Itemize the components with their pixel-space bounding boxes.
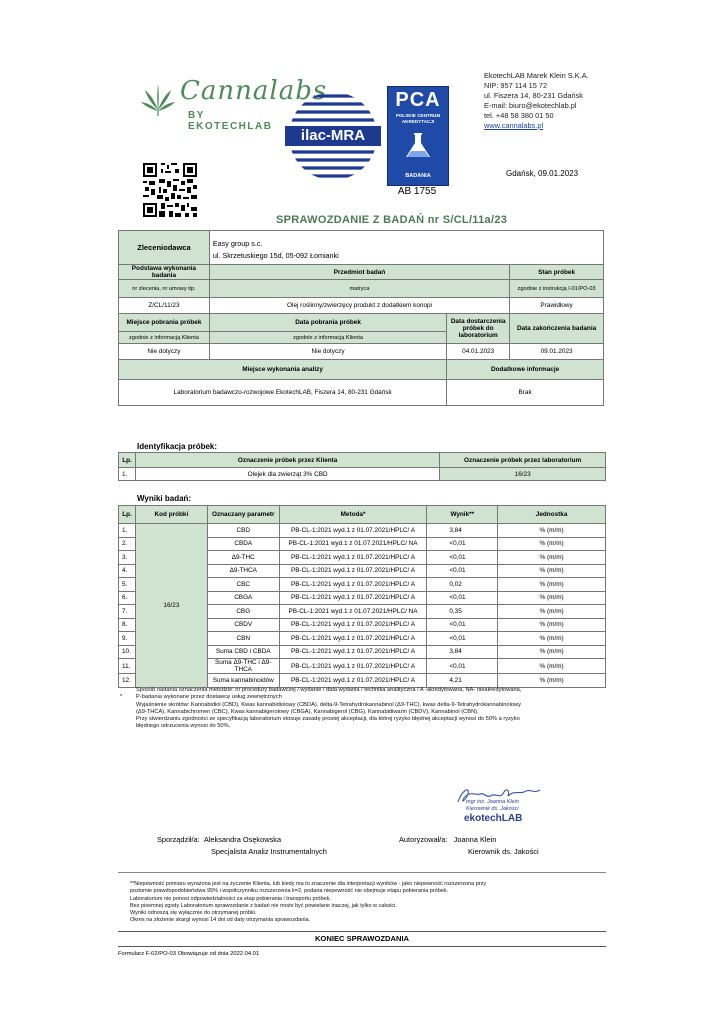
footer-note-line: Laboratorium nie ponosi odpowiedzialności za etap pobierania i transportu próbek.	[130, 895, 331, 902]
ilac-mra-seal	[285, 88, 381, 184]
result-method: PB-CL-1:2021 wyd.1 z 01.07.2021/HPLC/ A	[279, 591, 427, 605]
results-col-code: Kod próbki	[135, 506, 207, 524]
result-param: Δ9-THC	[207, 551, 279, 565]
result-method: PB-CL-1:2021 wyd.1 z 01.07.2021/HPLC/ A	[279, 578, 427, 592]
table-row	[119, 468, 606, 481]
result-param: CBG	[207, 605, 279, 619]
abbr-note-2: (Δ9-THCA), Kannabichromen (CBC), Kwas kannabigerolowy (CBGA), Kannabigerol (CBG), Kannabidiwarin (CBDV), Kannabinol (CBN),	[136, 708, 479, 715]
results-col-unit: Jednostka	[498, 506, 606, 524]
result-param: CBDV	[207, 618, 279, 632]
pca-letters: PCA	[395, 89, 441, 111]
result-method: PB-CL-1:2021 wyd.1 z 01.07.2021/HPLC/ A	[279, 645, 427, 659]
result-value: 4,21	[427, 674, 498, 688]
subject-label: Przedmiot badań	[209, 265, 509, 280]
ident-lab-code: 16/23	[440, 468, 606, 481]
company-address: ul. Fiszera 14, 80-231 Gdańsk	[484, 91, 584, 100]
result-value: <0,01	[427, 632, 498, 646]
result-param: Δ9-THCA	[207, 564, 279, 578]
result-unit: % (m/m)	[498, 659, 606, 674]
prepared-label: Sporządził/a:	[157, 835, 200, 844]
result-method: PB-CL-1:2021 wyd.1 z 01.07.2021/HPLC/ NA	[279, 605, 427, 619]
results-col-result: Wynik**	[427, 506, 498, 524]
basis-sub: nr zlecenia, nr umowy itp.	[119, 280, 210, 298]
footer-note-line: poziomie prawdopodobieństwa 95% i współczynniku rozszerzenia k=2, podana niepewność nie obejmuje etapu pobierania próbek.	[130, 888, 449, 895]
result-method: PB-CL-1:2021 wyd.1 z 01.07.2021/HPLC/ A	[279, 551, 427, 565]
additional-info-label: Dodatkowe informacje	[447, 360, 604, 380]
sampling-place-label: Miejsce pobrania próbek	[119, 314, 210, 332]
pca-line1: POLSKIE CENTRUM	[395, 113, 441, 118]
result-lp: 1.	[119, 524, 136, 538]
result-lp: 5.	[119, 578, 136, 592]
result-unit: % (m/m)	[498, 674, 606, 688]
result-method: PB-CL-1:2021 wyd.1 z 01.07.2021/HPLC/ NA	[279, 537, 427, 551]
authorized-label: Autoryzował/a:	[399, 835, 448, 844]
identification-heading: Identyfikacja próbek:	[137, 442, 218, 451]
state-sub: zgodnie z instrukcją I-01/PO-03	[510, 280, 604, 298]
method-note-1: Sposób nadania oznaczenia metodzie: nr procedury badawczej / wydanie / data wydania / technika analityczna / A -akredytowana, NA- nieakredytowana,	[136, 687, 522, 693]
ilac-label: ilac-MRA	[300, 127, 366, 144]
result-unit: % (m/m)	[498, 537, 606, 551]
end-date-value: 09.01.2023	[510, 344, 604, 360]
prepared-role: Specjalista Analiz Instrumentalnych	[211, 847, 327, 856]
prepared-by-block	[157, 834, 377, 858]
end-label: KONIEC SPRAWOZDANIA	[314, 934, 410, 943]
place-date: Gdańsk, 09.01.2023	[506, 169, 579, 178]
ident-lp: 1.	[119, 468, 136, 481]
stamp-line-2: Kierownik ds. Jakości	[466, 806, 519, 812]
result-param: Suma CBD i CBDA	[207, 645, 279, 659]
result-lp: 8.	[119, 618, 136, 632]
state-label: Stan próbek	[510, 265, 604, 280]
ident-col-lp: Lp.	[119, 453, 136, 468]
prepared-name: Aleksandra Osękowska	[203, 835, 282, 844]
result-unit: % (m/m)	[498, 551, 606, 565]
result-unit: % (m/m)	[498, 524, 606, 538]
stamp-line-1: mgr inż. Joanna Klein	[466, 799, 519, 805]
client-address: ul. Skrzetuskiego 15d, 05-092 Łomianki	[209, 248, 603, 265]
method-note-2: P-badania wykonane przez dostawcę usług zewnętrznych	[136, 694, 282, 701]
result-method: PB-CL-1:2021 wyd.1 z 01.07.2021/HPLC/ A	[279, 524, 427, 538]
note-star: *	[120, 694, 123, 701]
flask-icon	[403, 131, 433, 159]
state-value: Prawidłowy	[510, 298, 604, 314]
footer-divider	[118, 872, 606, 873]
result-lp: 4.	[119, 564, 136, 578]
basis-value: Z/CL/11/23	[119, 298, 210, 314]
signature-stamp	[440, 780, 560, 830]
ident-col-client: Oznaczenie próbek przez Klienta	[135, 453, 439, 468]
result-lp: 9.	[119, 632, 136, 646]
result-lp: 2.	[119, 537, 136, 551]
result-value: 0,02	[427, 578, 498, 592]
results-heading: Wyniki badań:	[137, 494, 192, 503]
footer-note-line: Wyniki odnoszą się wyłącznie do otrzymanej próbki.	[130, 910, 257, 917]
result-value: <0,01	[427, 551, 498, 565]
result-unit: % (m/m)	[498, 564, 606, 578]
analysis-place-value: Laboratorium badawczo-rozwojowe EkotechLAB, Fiszera 14, 80-231 Gdańsk	[119, 380, 447, 406]
authorized-name: Joanna Klein	[453, 835, 497, 844]
results-col-method: Metoda*	[279, 506, 427, 524]
result-param: CBDA	[207, 537, 279, 551]
identification-table	[118, 452, 606, 481]
additional-info-value: Brak	[447, 380, 604, 406]
company-info	[484, 71, 684, 131]
result-unit: % (m/m)	[498, 605, 606, 619]
footer-note-line: Okres na złożenie skargi wynosi 14 dni od daty otrzymania sprawozdania.	[130, 917, 311, 924]
logo-subtitle: BY EKOTECHLAB	[188, 110, 273, 132]
result-value: 3,84	[427, 524, 498, 538]
result-method: PB-CL-1:2021 wyd.1 z 01.07.2021/HPLC/ A	[279, 564, 427, 578]
end-date-label: Data zakończenia badania	[510, 314, 604, 344]
sampling-place-sub: zgodnie z informacją Klienta	[119, 332, 210, 344]
delivery-date-label: Data dostarczenia próbek do laboratorium	[447, 314, 510, 344]
results-col-lp: Lp.	[119, 506, 136, 524]
result-lp: 11.	[119, 659, 136, 674]
abbr-note-4: błędnego odrzucenia wynosi do 50%.	[136, 723, 231, 730]
result-value: <0,01	[427, 591, 498, 605]
result-lp: 12.	[119, 674, 136, 688]
accreditation-code: AB 1755	[397, 186, 437, 197]
result-param: CBD	[207, 524, 279, 538]
result-unit: % (m/m)	[498, 591, 606, 605]
pca-line2: AKREDYTACJI	[401, 119, 435, 124]
company-phone: tel. +48 58 380 01 50	[484, 111, 554, 120]
result-param: Suma kannabinoidów	[207, 674, 279, 688]
company-email: E-mail: biuro@ekotechlab.pl	[484, 101, 577, 110]
company-website-link[interactable]: www.cannalabs.pl	[484, 121, 544, 130]
footer-note-line: Bez pisemnej zgody Laboratorium sprawozdanie z badań nie może być powielane inaczej, jak tylko w całości.	[130, 902, 397, 909]
ident-col-lab: Oznaczenie próbek przez laboratorium	[440, 453, 606, 468]
company-nip: NIP: 957 114 15 72	[484, 81, 548, 90]
result-unit: % (m/m)	[498, 632, 606, 646]
table-row	[119, 524, 606, 538]
report-title: SPRAWOZDANIE Z BADAŃ nr S/CL/11a/23	[276, 214, 508, 226]
info-table	[118, 230, 604, 406]
pca-badge	[387, 86, 449, 186]
qr-code	[143, 163, 197, 217]
result-value: <0,01	[427, 564, 498, 578]
stamp-brand: ekotechLAB	[464, 813, 523, 824]
sampling-place-value: Nie dotyczy	[119, 344, 210, 360]
footer-notes	[130, 881, 600, 925]
result-unit: % (m/m)	[498, 645, 606, 659]
ident-client-code: Olejek dla zwierząt 3% CBD	[135, 468, 439, 481]
authorized-by-block	[399, 834, 599, 858]
qr-code-icon	[143, 163, 197, 217]
end-bar	[118, 931, 606, 947]
result-method: PB-CL-1:2021 wyd.1 z 01.07.2021/HPLC/ A	[279, 632, 427, 646]
basis-label: Podstawa wykonania badania	[119, 265, 210, 280]
pca-badge-label: BADANIA	[405, 173, 431, 179]
result-param: CBN	[207, 632, 279, 646]
results-body	[119, 524, 606, 688]
result-lp: 7.	[119, 605, 136, 619]
result-value: <0,01	[427, 537, 498, 551]
delivery-date-value: 04.01.2023	[447, 344, 510, 360]
result-param: Suma Δ9-THC i Δ9-THCA	[207, 659, 279, 674]
cannabis-leaf-icon	[140, 82, 176, 116]
result-value: 3,84	[427, 645, 498, 659]
result-value: <0,01	[427, 659, 498, 674]
client-name: Easy group s.c.	[209, 231, 603, 248]
sampling-date-label: Data pobrania próbek	[209, 314, 446, 332]
authorized-role: Kierownik ds. Jakości	[468, 847, 539, 856]
subject-value: Olej roślinny/zwierzęcy produkt z dodatkiem konopi	[209, 298, 509, 314]
result-value: <0,01	[427, 618, 498, 632]
result-lp: 3.	[119, 551, 136, 565]
footer-note-line: **Niepewność pomiaru wyrażona jest na życzenie Klienta, lub kiedy ma to znaczenie dla interpretacji wyników - jako niepewność rozszerzona przy	[130, 881, 487, 887]
result-lp: 6.	[119, 591, 136, 605]
abbr-note-3: Przy stwierdzaniu zgodności ze specyfikacją laboratorium stosuje zasadę prostej akceptacji, dla której ryzyko błędnej akceptacji wynosi do 50% a ryzyko	[136, 716, 520, 723]
form-code: Formularz F-02/PO-03 Obowiązuje od dnia 2022.04.01	[118, 951, 260, 957]
cannalabs-logo	[140, 70, 328, 132]
result-sample-code: 16/23	[135, 524, 207, 688]
result-value: 0,35	[427, 605, 498, 619]
result-method: PB-CL-1:2021 wyd.1 z 01.07.2021/HPLC/ A	[279, 618, 427, 632]
client-label: Zleceniodawca	[119, 231, 210, 265]
sampling-date-value: Nie dotyczy	[209, 344, 446, 360]
abbr-note-1: Wyjaśnienie skrótów: Kannabidiol (CBD), Kwas kannabidiolowy (CBDA), delta-9-Tetrahydrokannabinol (Δ9-THC), kwas delta-9-Tetrahydrokannabinolowy	[136, 701, 521, 708]
company-name: EkotechLAB Marek Klein S.K.A.	[484, 71, 589, 80]
result-unit: % (m/m)	[498, 578, 606, 592]
subject-sub: matryca	[209, 280, 509, 298]
result-lp: 10.	[119, 645, 136, 659]
results-table	[118, 505, 606, 688]
result-param: CBGA	[207, 591, 279, 605]
analysis-place-label: Miejsce wykonania analizy	[119, 360, 447, 380]
result-unit: % (m/m)	[498, 618, 606, 632]
result-method: PB-CL-1:2021 wyd.1 z 01.07.2021/HPLC/ A	[279, 659, 427, 674]
logo-wordmark: Cannalabs	[180, 76, 328, 106]
method-notes	[118, 687, 598, 731]
sampling-date-sub: zgodnie z informacją Klienta	[209, 332, 446, 344]
result-param: CBC	[207, 578, 279, 592]
results-col-param: Oznaczany parametr	[207, 506, 279, 524]
result-method: PB-CL-1:2021 wyd.1 z 01.07.2021/HPLC/ A	[279, 674, 427, 688]
